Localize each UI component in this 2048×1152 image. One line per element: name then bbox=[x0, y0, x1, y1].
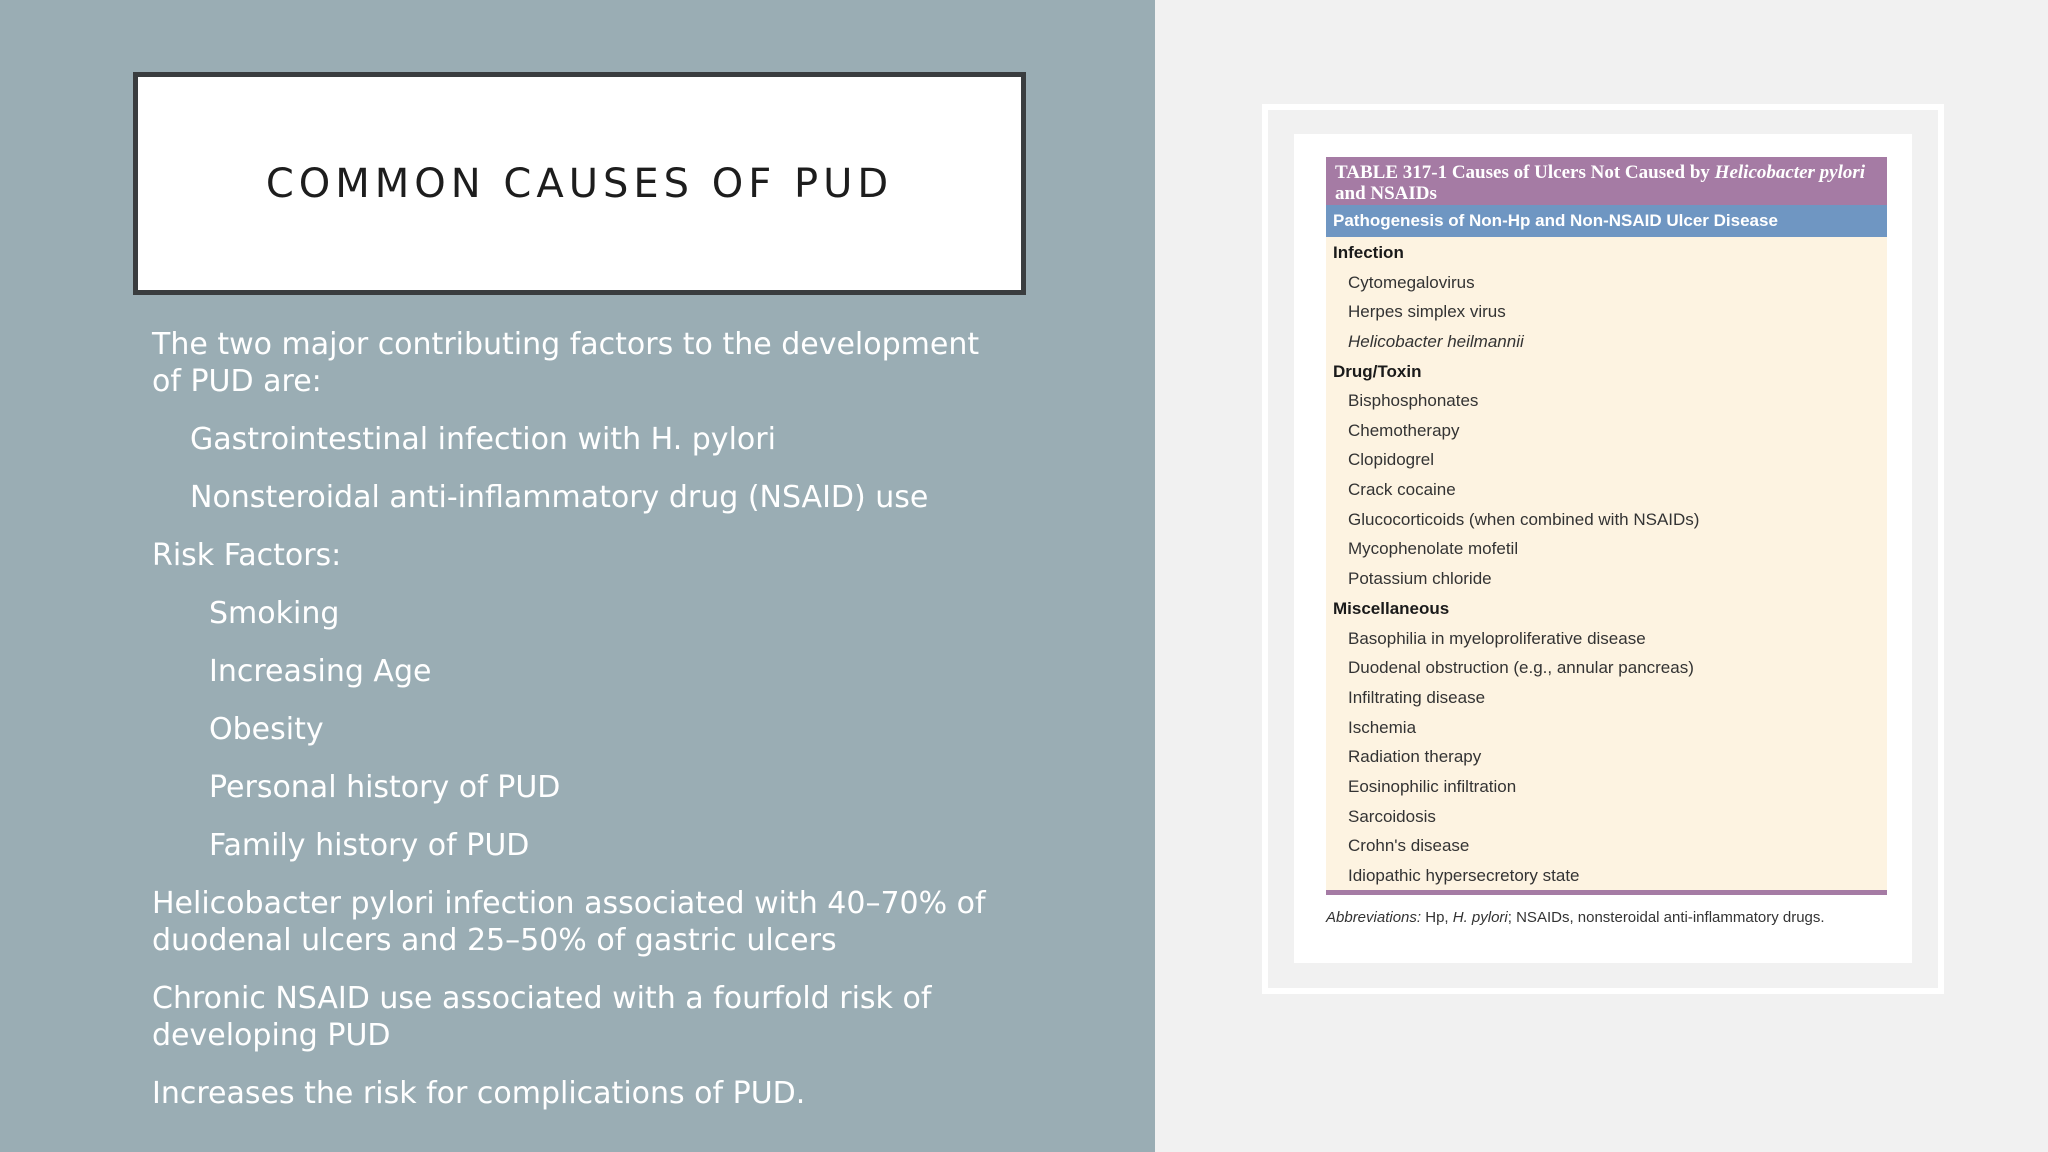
table-row: Helicobacter heilmannii bbox=[1348, 332, 1524, 351]
table-row: Chemotherapy bbox=[1348, 421, 1460, 440]
bullet-family-history: Family history of PUD bbox=[209, 828, 530, 863]
table-row: Eosinophilic infiltration bbox=[1348, 777, 1517, 796]
table-row: Bisphosphonates bbox=[1348, 391, 1479, 410]
footnote-italic: H. pylori bbox=[1452, 909, 1508, 926]
table-row: Cytomegalovirus bbox=[1348, 273, 1475, 292]
title-box bbox=[133, 72, 1026, 295]
table-row: Crohn's disease bbox=[1348, 836, 1470, 855]
table-row: Ischemia bbox=[1348, 718, 1417, 737]
footnote-label: Abbreviations: bbox=[1326, 909, 1422, 926]
bullet-h-pylori-stats: Helicobacter pylori infection associated with 40–70% of duodenal ulcers and 25–50% of gastric ulcers bbox=[152, 886, 986, 958]
table-row: Mycophenolate mofetil bbox=[1348, 539, 1519, 558]
table-section-header: Miscellaneous bbox=[1333, 599, 1450, 618]
table-row: Glucocorticoids (when combined with NSAIDs) bbox=[1348, 510, 1700, 529]
bullet-increasing-age: Increasing Age bbox=[209, 654, 432, 689]
table-row: Herpes simplex virus bbox=[1348, 302, 1506, 321]
bullet-nsaid: Nonsteroidal anti-inflammatory drug (NSAID) use bbox=[190, 480, 929, 515]
table-subheader: Pathogenesis of Non-Hp and Non-NSAID Ulcer Disease bbox=[1326, 205, 1887, 237]
footnote-text-a: Hp, bbox=[1421, 909, 1453, 926]
slide-title: COMMON CAUSES OF PUD bbox=[265, 160, 894, 207]
table-section-header: Drug/Toxin bbox=[1333, 362, 1422, 381]
bullet-personal-history: Personal history of PUD bbox=[209, 770, 561, 805]
table-title-italic: Helicobacter pylori bbox=[1714, 162, 1866, 183]
bullet-nsaid-risk: Chronic NSAID use associated with a fourfold risk of developing PUD bbox=[152, 981, 932, 1053]
bullet-risk-factors: Risk Factors: bbox=[152, 538, 342, 573]
bullet-h-pylori: Gastrointestinal infection with H. pylori bbox=[190, 422, 776, 457]
table-section-header: Infection bbox=[1333, 243, 1404, 262]
table-row: Duodenal obstruction (e.g., annular pancreas) bbox=[1348, 658, 1694, 677]
table-row: Basophilia in myeloproliferative disease bbox=[1348, 629, 1646, 648]
table-title bbox=[1326, 157, 1887, 205]
table-row: Crack cocaine bbox=[1348, 480, 1456, 499]
footnote-text-b: ; NSAIDs, nonsteroidal anti-inflammatory drugs. bbox=[1507, 909, 1825, 926]
table-row: Radiation therapy bbox=[1348, 747, 1482, 766]
bullet-complications: Increases the risk for complications of PUD. bbox=[152, 1076, 806, 1111]
table-row: Clopidogrel bbox=[1348, 450, 1434, 469]
bullet-major-factors: The two major contributing factors to the development of PUD are: bbox=[152, 327, 980, 399]
causes-table bbox=[1326, 157, 1887, 895]
table-body bbox=[1326, 237, 1887, 895]
bullet-smoking: Smoking bbox=[209, 596, 340, 631]
table-row: Sarcoidosis bbox=[1348, 807, 1436, 826]
table-title-suffix: and NSAIDs bbox=[1335, 183, 1437, 204]
table-row: Potassium chloride bbox=[1348, 569, 1492, 588]
table-title-prefix: TABLE 317-1 Causes of Ulcers Not Caused by bbox=[1335, 162, 1715, 183]
bullet-obesity: Obesity bbox=[209, 712, 324, 747]
table-row: Infiltrating disease bbox=[1348, 688, 1486, 707]
table-footnote bbox=[1326, 909, 1825, 926]
table-row: Idiopathic hypersecretory state bbox=[1348, 866, 1580, 885]
